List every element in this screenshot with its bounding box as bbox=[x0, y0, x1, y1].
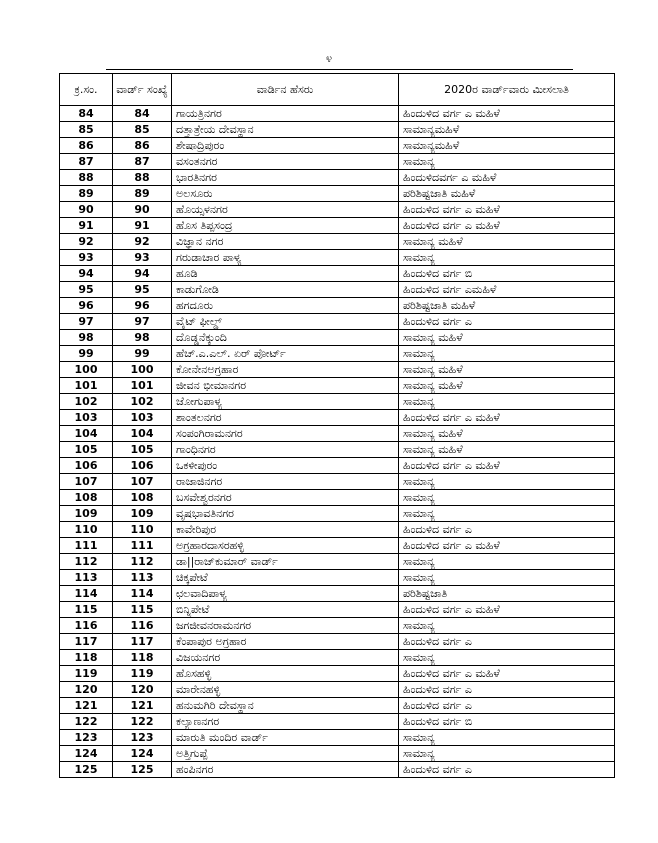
table-row bbox=[60, 218, 615, 234]
ward-name-cell: ಭಾರತಿನಗರ bbox=[172, 170, 399, 186]
ward-name-cell: ಕಾಡುಗೋಡಿ bbox=[172, 282, 399, 298]
ward-number-cell: 89 bbox=[113, 186, 172, 202]
table-row bbox=[60, 282, 615, 298]
serial-cell: 93 bbox=[60, 250, 113, 266]
table-row bbox=[60, 234, 615, 250]
reservation-cell: ಹಿಂದುಳಿದ ವರ್ಗ ಎ ಮಹಿಳೆ bbox=[399, 202, 615, 218]
ward-number-cell: 88 bbox=[113, 170, 172, 186]
reservation-cell: ಸಾಮಾನ್ಯ bbox=[399, 474, 615, 490]
table-row bbox=[60, 250, 615, 266]
table-row bbox=[60, 570, 615, 586]
header-serial: ಕ್ರ.ಸಂ. bbox=[60, 74, 113, 106]
table-row bbox=[60, 394, 615, 410]
table-row bbox=[60, 650, 615, 666]
serial-cell: 122 bbox=[60, 714, 113, 730]
ward-name-cell: ವೃಷಭಾವತಿನಗರ bbox=[172, 506, 399, 522]
reservation-cell: ಸಾಮಾನ್ಯ ಮಹಿಳೆ bbox=[399, 330, 615, 346]
ward-number-cell: 104 bbox=[113, 426, 172, 442]
ward-number-cell: 110 bbox=[113, 522, 172, 538]
serial-cell: 108 bbox=[60, 490, 113, 506]
reservation-cell: ಸಾಮಾನ್ಯ ಮಹಿಳೆ bbox=[399, 442, 615, 458]
table-row bbox=[60, 186, 615, 202]
table-row bbox=[60, 138, 615, 154]
ward-name-cell: ಶಾಂತಲನಗರ bbox=[172, 410, 399, 426]
table-row bbox=[60, 554, 615, 570]
ward-name-cell: ರಾಜಾಜಿನಗರ bbox=[172, 474, 399, 490]
ward-number-cell: 124 bbox=[113, 746, 172, 762]
serial-cell: 116 bbox=[60, 618, 113, 634]
table-row bbox=[60, 154, 615, 170]
serial-cell: 102 bbox=[60, 394, 113, 410]
serial-cell: 97 bbox=[60, 314, 113, 330]
ward-name-cell: ಜೋಗುಪಾಳ್ಯ bbox=[172, 394, 399, 410]
ward-number-cell: 87 bbox=[113, 154, 172, 170]
ward-number-cell: 106 bbox=[113, 458, 172, 474]
table-row bbox=[60, 410, 615, 426]
serial-cell: 85 bbox=[60, 122, 113, 138]
ward-name-cell: ವೈಟ್ ಫೀಲ್ಡ್ bbox=[172, 314, 399, 330]
header-rule bbox=[106, 69, 573, 70]
serial-cell: 115 bbox=[60, 602, 113, 618]
serial-cell: 92 bbox=[60, 234, 113, 250]
ward-number-cell: 90 bbox=[113, 202, 172, 218]
ward-number-cell: 119 bbox=[113, 666, 172, 682]
ward-name-cell: ಮಾರೇನಹಳ್ಳಿ bbox=[172, 682, 399, 698]
reservation-cell: ಸಾಮಾನ್ಯ ಮಹಿಳೆ bbox=[399, 362, 615, 378]
reservation-cell: ಹಿಂದುಳಿದ ವರ್ಗ ಎ bbox=[399, 314, 615, 330]
table-row bbox=[60, 714, 615, 730]
table-row bbox=[60, 586, 615, 602]
table-row bbox=[60, 730, 615, 746]
serial-cell: 99 bbox=[60, 346, 113, 362]
serial-cell: 110 bbox=[60, 522, 113, 538]
table-row bbox=[60, 522, 615, 538]
ward-number-cell: 99 bbox=[113, 346, 172, 362]
reservation-cell: ಸಾಮಾನ್ಯ bbox=[399, 730, 615, 746]
serial-cell: 114 bbox=[60, 586, 113, 602]
ward-number-cell: 91 bbox=[113, 218, 172, 234]
table-row bbox=[60, 538, 615, 554]
serial-cell: 94 bbox=[60, 266, 113, 282]
reservation-cell: ಸಾಮಾನ್ಯ bbox=[399, 746, 615, 762]
ward-number-cell: 86 bbox=[113, 138, 172, 154]
ward-name-cell: ಒಕಳೀಪುರಂ bbox=[172, 458, 399, 474]
table-row bbox=[60, 202, 615, 218]
reservation-cell: ಸಾಮಾನ್ಯಮಹಿಳೆ bbox=[399, 122, 615, 138]
ward-name-cell: ಸಂಪಂಗಿರಾಮನಗರ bbox=[172, 426, 399, 442]
serial-cell: 106 bbox=[60, 458, 113, 474]
ward-name-cell: ದೊಡ್ಡನೆಕ್ಕುಂದಿ bbox=[172, 330, 399, 346]
serial-cell: 123 bbox=[60, 730, 113, 746]
reservation-cell: ಹಿಂದುಳಿದ ವರ್ಗ ಎ bbox=[399, 522, 615, 538]
ward-number-cell: 113 bbox=[113, 570, 172, 586]
table-row bbox=[60, 330, 615, 346]
ward-name-cell: ಡಾ||ರಾಜ್‌ಕುಮಾರ್ ವಾರ್ಡ್ bbox=[172, 554, 399, 570]
ward-name-cell: ದತ್ತಾತ್ರೇಯ ದೇವಸ್ಥಾನ bbox=[172, 122, 399, 138]
serial-cell: 124 bbox=[60, 746, 113, 762]
reservation-cell: ಸಾಮಾನ್ಯ ಮಹಿಳೆ bbox=[399, 426, 615, 442]
reservation-cell: ಹಿಂದುಳಿದ ವರ್ಗ ಎ bbox=[399, 634, 615, 650]
reservation-cell: ಹಿಂದುಳಿದ ವರ್ಗ ಎ ಮಹಿಳೆ bbox=[399, 410, 615, 426]
reservation-cell: ಹಿಂದುಳಿದ ವರ್ಗ ಎಮಹಿಳೆ bbox=[399, 282, 615, 298]
serial-cell: 117 bbox=[60, 634, 113, 650]
serial-cell: 105 bbox=[60, 442, 113, 458]
serial-cell: 90 bbox=[60, 202, 113, 218]
table-row bbox=[60, 426, 615, 442]
ward-number-cell: 109 bbox=[113, 506, 172, 522]
ward-number-cell: 123 bbox=[113, 730, 172, 746]
ward-number-cell: 111 bbox=[113, 538, 172, 554]
table-row bbox=[60, 378, 615, 394]
reservation-cell: ಪರಿಶಿಷ್ಟಜಾತಿ ಮಹಿಳೆ bbox=[399, 298, 615, 314]
ward-number-cell: 102 bbox=[113, 394, 172, 410]
ward-number-cell: 101 bbox=[113, 378, 172, 394]
ward-name-cell: ಹೆಚ್.ಎ.ಎಲ್. ಏರ್ ಪೋರ್ಟ್ bbox=[172, 346, 399, 362]
reservation-cell: ಹಿಂದುಳಿದ ವರ್ಗ ಎ ಮಹಿಳೆ bbox=[399, 218, 615, 234]
serial-cell: 118 bbox=[60, 650, 113, 666]
ward-number-cell: 125 bbox=[113, 762, 172, 778]
serial-cell: 112 bbox=[60, 554, 113, 570]
serial-cell: 100 bbox=[60, 362, 113, 378]
ward-number-cell: 92 bbox=[113, 234, 172, 250]
ward-number-cell: 122 bbox=[113, 714, 172, 730]
reservation-cell: ಪರಿಶಿಷ್ಟಜಾತಿ ಮಹಿಳೆ bbox=[399, 186, 615, 202]
ward-name-cell: ಅಗ್ರಹಾರದಾಸರಹಳ್ಳಿ bbox=[172, 538, 399, 554]
ward-name-cell: ಅಲಸೂರು bbox=[172, 186, 399, 202]
ward-name-cell: ಬಿನ್ನಿಪೇಟೆ bbox=[172, 602, 399, 618]
reservation-cell: ಸಾಮಾನ್ಯ bbox=[399, 554, 615, 570]
serial-cell: 103 bbox=[60, 410, 113, 426]
reservation-cell: ಸಾಮಾನ್ಯ ಮಹಿಳೆ bbox=[399, 378, 615, 394]
serial-cell: 88 bbox=[60, 170, 113, 186]
ward-name-cell: ವಿಜ್ಞಾನ ನಗರ bbox=[172, 234, 399, 250]
ward-name-cell: ಜೀವನ ಭೀಮಾನಗರ bbox=[172, 378, 399, 394]
ward-number-cell: 107 bbox=[113, 474, 172, 490]
table-row bbox=[60, 298, 615, 314]
table-row bbox=[60, 682, 615, 698]
reservation-cell: ಹಿಂದುಳಿದ ವರ್ಗ ಎ ಮಹಿಳೆ bbox=[399, 538, 615, 554]
reservation-cell: ಹಿಂದುಳಿದ ವರ್ಗ ಎ ಮಹಿಳೆ bbox=[399, 666, 615, 682]
ward-number-cell: 85 bbox=[113, 122, 172, 138]
reservation-cell: ಸಾಮಾನ್ಯ bbox=[399, 250, 615, 266]
reservation-cell: ಸಾಮಾನ್ಯ bbox=[399, 618, 615, 634]
ward-name-cell: ಗರುಡಾಚಾರ ಪಾಳ್ಯ bbox=[172, 250, 399, 266]
table-row bbox=[60, 762, 615, 778]
ward-number-cell: 97 bbox=[113, 314, 172, 330]
ward-number-cell: 117 bbox=[113, 634, 172, 650]
table-row bbox=[60, 602, 615, 618]
ward-name-cell: ವಸಂತನಗರ bbox=[172, 154, 399, 170]
ward-name-cell: ಕಲ್ಯಾಣನಗರ bbox=[172, 714, 399, 730]
ward-number-cell: 108 bbox=[113, 490, 172, 506]
reservation-cell: ಸಾಮಾನ್ಯಮಹಿಳೆ bbox=[399, 138, 615, 154]
table-header-row bbox=[60, 74, 615, 106]
ward-name-cell: ಬಸವೇಶ್ವರನಗರ bbox=[172, 490, 399, 506]
reservation-cell: ಸಾಮಾನ್ಯ bbox=[399, 650, 615, 666]
serial-cell: 87 bbox=[60, 154, 113, 170]
reservation-cell: ಹಿಂದುಳಿದ ವರ್ಗ ಎ ಮಹಿಳೆ bbox=[399, 458, 615, 474]
ward-number-cell: 103 bbox=[113, 410, 172, 426]
reservation-cell: ಸಾಮಾನ್ಯ bbox=[399, 570, 615, 586]
ward-name-cell: ಹನುಮಗಿರಿ ದೇವಸ್ಥಾನ bbox=[172, 698, 399, 714]
serial-cell: 113 bbox=[60, 570, 113, 586]
reservation-cell: ಹಿಂದುಳಿದ ವರ್ಗ ಎ ಮಹಿಳೆ bbox=[399, 602, 615, 618]
reservation-cell: ಸಾಮಾನ್ಯ bbox=[399, 154, 615, 170]
ward-number-cell: 112 bbox=[113, 554, 172, 570]
table-row bbox=[60, 618, 615, 634]
table-row bbox=[60, 346, 615, 362]
ward-number-cell: 93 bbox=[113, 250, 172, 266]
serial-cell: 89 bbox=[60, 186, 113, 202]
ward-number-cell: 96 bbox=[113, 298, 172, 314]
ward-name-cell: ಕಾವೇರಿಪುರ bbox=[172, 522, 399, 538]
ward-number-cell: 94 bbox=[113, 266, 172, 282]
table-row bbox=[60, 746, 615, 762]
ward-name-cell: ಶೇಷಾದ್ರಿಪುರಂ bbox=[172, 138, 399, 154]
table-row bbox=[60, 266, 615, 282]
table-row bbox=[60, 106, 615, 122]
ward-name-cell: ಕೋನೇನಅಗ್ರಹಾರ bbox=[172, 362, 399, 378]
reservation-cell: ಸಾಮಾನ್ಯ bbox=[399, 346, 615, 362]
ward-name-cell: ಅತ್ತಿಗುಪ್ಪೆ bbox=[172, 746, 399, 762]
ward-number-cell: 84 bbox=[113, 106, 172, 122]
serial-cell: 120 bbox=[60, 682, 113, 698]
serial-cell: 121 bbox=[60, 698, 113, 714]
reservation-cell: ಹಿಂದುಳಿದ ವರ್ಗ ಎ bbox=[399, 682, 615, 698]
header-ward-name: ವಾರ್ಡಿನ ಹೆಸರು bbox=[172, 74, 399, 106]
reservation-cell: ಸಾಮಾನ್ಯ bbox=[399, 490, 615, 506]
table-row bbox=[60, 170, 615, 186]
ward-name-cell: ಹೊಸಹಳ್ಳಿ bbox=[172, 666, 399, 682]
serial-cell: 101 bbox=[60, 378, 113, 394]
table-row bbox=[60, 666, 615, 682]
ward-number-cell: 95 bbox=[113, 282, 172, 298]
reservation-cell: ಹಿಂದುಳಿದ ವರ್ಗ ಎ bbox=[399, 698, 615, 714]
serial-cell: 107 bbox=[60, 474, 113, 490]
ward-name-cell: ವಿಜಯನಗರ bbox=[172, 650, 399, 666]
ward-number-cell: 120 bbox=[113, 682, 172, 698]
serial-cell: 111 bbox=[60, 538, 113, 554]
serial-cell: 109 bbox=[60, 506, 113, 522]
ward-name-cell: ಮಾರುತಿ ಮಂದಿರ ವಾರ್ಡ್ bbox=[172, 730, 399, 746]
ward-name-cell: ಗಾಯತ್ರಿನಗರ bbox=[172, 106, 399, 122]
table-row bbox=[60, 698, 615, 714]
ward-number-cell: 118 bbox=[113, 650, 172, 666]
serial-cell: 91 bbox=[60, 218, 113, 234]
table-row bbox=[60, 506, 615, 522]
table-row bbox=[60, 314, 615, 330]
ward-number-cell: 114 bbox=[113, 586, 172, 602]
ward-number-cell: 121 bbox=[113, 698, 172, 714]
serial-cell: 95 bbox=[60, 282, 113, 298]
ward-number-cell: 98 bbox=[113, 330, 172, 346]
serial-cell: 104 bbox=[60, 426, 113, 442]
table-row bbox=[60, 122, 615, 138]
serial-cell: 86 bbox=[60, 138, 113, 154]
page-number: ೪ bbox=[325, 52, 333, 65]
reservation-cell: ಹಿಂದುಳಿದ ವರ್ಗ ಎ bbox=[399, 762, 615, 778]
ward-name-cell: ಹೊಯ್ಸಳನಗರ bbox=[172, 202, 399, 218]
ward-name-cell: ಛಲವಾದಿಪಾಳ್ಯ bbox=[172, 586, 399, 602]
reservation-cell: ಸಾಮಾನ್ಯ ಮಹಿಳೆ bbox=[399, 234, 615, 250]
serial-cell: 96 bbox=[60, 298, 113, 314]
ward-number-cell: 105 bbox=[113, 442, 172, 458]
serial-cell: 125 bbox=[60, 762, 113, 778]
reservation-cell: ಪರಿಶಿಷ್ಟಜಾತಿ bbox=[399, 586, 615, 602]
serial-cell: 84 bbox=[60, 106, 113, 122]
table-row bbox=[60, 634, 615, 650]
ward-number-cell: 100 bbox=[113, 362, 172, 378]
table-body bbox=[60, 106, 615, 778]
ward-name-cell: ಕೆಂಪಾಪುರ ಅಗ್ರಹಾರ bbox=[172, 634, 399, 650]
serial-cell: 98 bbox=[60, 330, 113, 346]
reservation-cell: ಸಾಮಾನ್ಯ bbox=[399, 506, 615, 522]
reservation-cell: ಹಿಂದುಳಿದ ವರ್ಗ ಎ ಮಹಿಳೆ bbox=[399, 106, 615, 122]
table-row bbox=[60, 362, 615, 378]
serial-cell: 119 bbox=[60, 666, 113, 682]
ward-name-cell: ಜಗಜೀವನರಾಮನಗರ bbox=[172, 618, 399, 634]
table-row bbox=[60, 474, 615, 490]
header-ward-number: ವಾರ್ಡ್ ಸಂಖ್ಯೆ bbox=[113, 74, 172, 106]
reservation-cell: ಸಾಮಾನ್ಯ bbox=[399, 394, 615, 410]
reservation-cell: ಹಿಂದುಳಿದ ವರ್ಗ ಬಿ bbox=[399, 714, 615, 730]
ward-name-cell: ಹಗದೂರು bbox=[172, 298, 399, 314]
reservation-cell: ಹಿಂದುಳಿದವರ್ಗ ಎ ಮಹಿಳೆ bbox=[399, 170, 615, 186]
table-row bbox=[60, 442, 615, 458]
ward-name-cell: ಚಿಕ್ಕಪೇಟೆ bbox=[172, 570, 399, 586]
ward-reservation-table bbox=[59, 73, 615, 778]
table-row bbox=[60, 490, 615, 506]
table-row bbox=[60, 458, 615, 474]
reservation-cell: ಹಿಂದುಳಿದ ವರ್ಗ ಬಿ bbox=[399, 266, 615, 282]
ward-name-cell: ಹೂಡಿ bbox=[172, 266, 399, 282]
ward-name-cell: ಹಂಪಿನಗರ bbox=[172, 762, 399, 778]
ward-number-cell: 116 bbox=[113, 618, 172, 634]
ward-name-cell: ಹೊಸ ತಿಪ್ಪಸಂದ್ರ bbox=[172, 218, 399, 234]
header-reservation: 2020ರ ವಾರ್ಡ್‌ವಾರು ಮೀಸಲಾತಿ bbox=[399, 74, 615, 106]
ward-name-cell: ಗಾಂಧಿನಗರ bbox=[172, 442, 399, 458]
ward-number-cell: 115 bbox=[113, 602, 172, 618]
